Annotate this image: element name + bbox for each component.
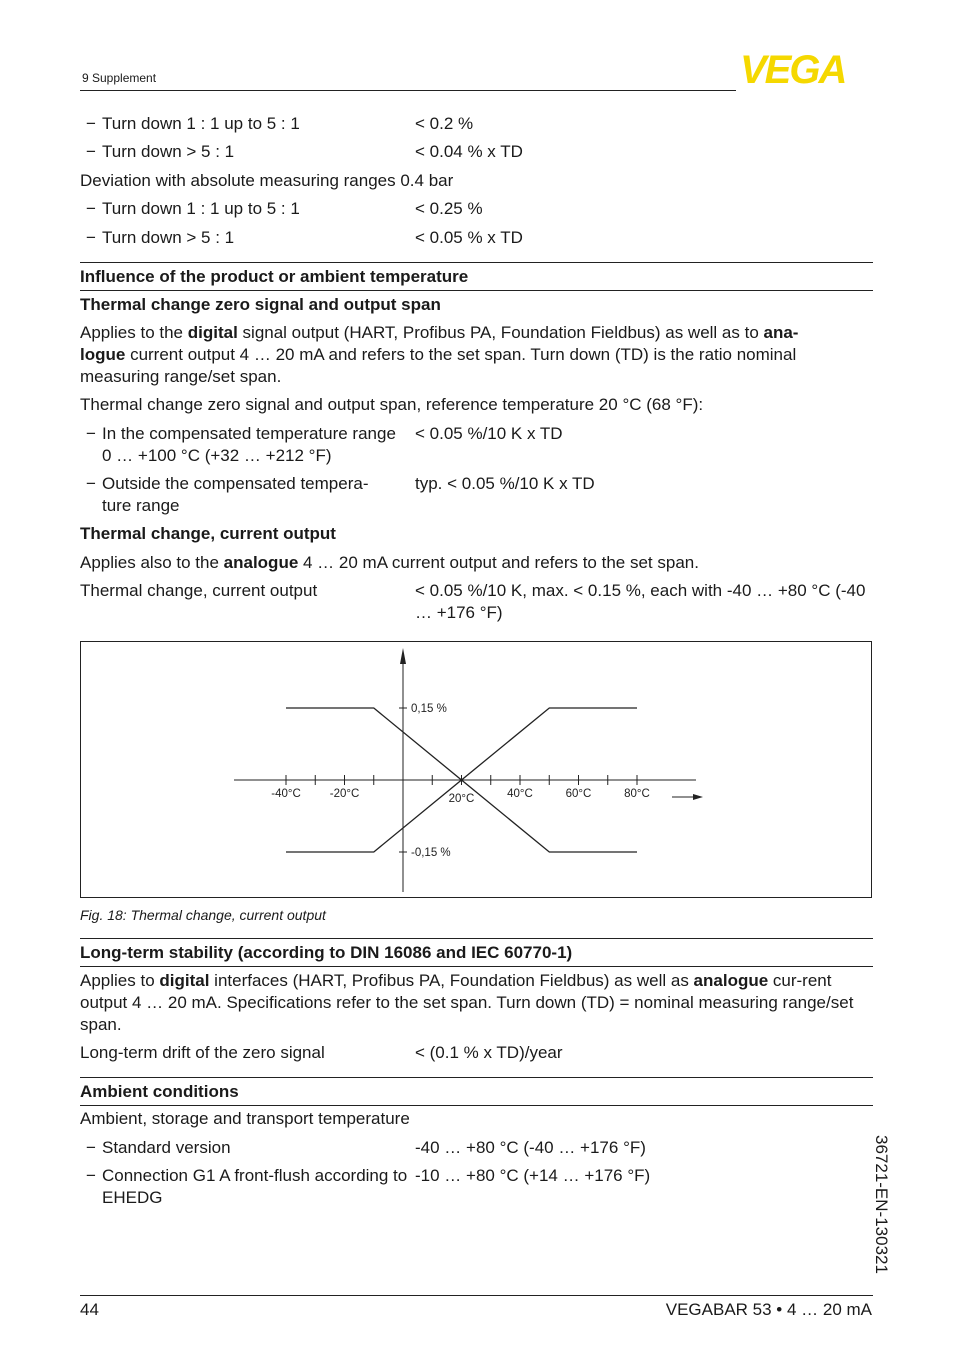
x-tick-label: -20°C	[329, 788, 360, 800]
x-tick-label: 60°C	[565, 788, 592, 800]
spec-value: < 0.05 %/10 K x TD	[415, 424, 563, 443]
spec-value: < 0.25 %	[415, 199, 483, 218]
section-rule	[80, 1105, 873, 1106]
paragraph: Applies also to the analogue 4 … 20 mA current output and refers to the set span.	[80, 553, 699, 572]
spec-label: Standard version	[102, 1138, 231, 1157]
spec-value: < 0.05 %/10 K, max. < 0.15 %, each with -40 … +80 °C (-40 … +176 °F)	[415, 581, 866, 622]
y-axis-arrow	[400, 648, 406, 664]
document-id: 36721-EN-130321	[872, 1135, 891, 1274]
y-tick-label: 0,15 %	[411, 703, 447, 715]
logo-text: VEGA	[740, 52, 846, 86]
x-tick-label: 40°C	[507, 788, 533, 800]
dash-marker: −	[86, 474, 96, 493]
spec-value: -40 … +80 °C (-40 … +176 °F)	[415, 1138, 646, 1157]
thermal-change-chart	[80, 641, 872, 898]
section-rule	[80, 290, 873, 291]
spec-value: typ. < 0.05 %/10 K x TD	[415, 474, 595, 493]
spec-label: Outside the compensated tempera-ture range	[102, 474, 369, 515]
spec-text: Deviation with absolute measuring ranges 0.4 bar	[80, 171, 454, 190]
series-line-0	[286, 708, 637, 780]
spec-value: -10 … +80 °C (+14 … +176 °F)	[415, 1166, 651, 1185]
x-tick-label: 80°C	[624, 788, 650, 800]
sub-heading: Thermal change, current output	[80, 524, 336, 543]
vega-logo	[740, 52, 874, 86]
footer-rule	[80, 1295, 873, 1296]
x-axis-arrow	[693, 794, 703, 800]
figure-caption: Fig. 18: Thermal change, current output	[80, 907, 326, 923]
page-number: 44	[80, 1300, 99, 1319]
spec-label: Thermal change, current output	[80, 581, 318, 600]
spec-label: Turn down > 5 : 1	[102, 228, 235, 247]
spec-label: In the compensated temperature range 0 … +100 °C (+32 … +212 °F)	[102, 424, 396, 465]
section-heading: Long-term stability (according to DIN 16086 and IEC 60770-1)	[80, 943, 573, 962]
spec-label: Turn down 1 : 1 up to 5 : 1	[102, 114, 300, 133]
dash-marker: −	[86, 199, 96, 218]
dash-marker: −	[86, 1138, 96, 1157]
section-heading: Ambient conditions	[80, 1082, 239, 1101]
spec-value: < 0.2 %	[415, 114, 474, 133]
header-rule	[80, 90, 736, 91]
header-section-label: 9 Supplement	[82, 71, 157, 85]
section-rule	[80, 966, 873, 967]
dash-marker: −	[86, 1166, 96, 1185]
dash-marker: −	[86, 114, 96, 133]
chart-svg	[81, 642, 871, 897]
spec-value: < (0.1 % x TD)/year	[415, 1043, 563, 1062]
footer-title: VEGABAR 53 • 4 … 20 mA	[665, 1300, 872, 1319]
spec-label: Turn down 1 : 1 up to 5 : 1	[102, 199, 300, 218]
paragraph: Applies to the digital signal output (HART, Profibus PA, Foundation Fieldbus) as well as to ana- logue current output 4 … 20 mA and refers to the set span. Turn down (TD) is the ratio nominal measuring range/set span.	[80, 323, 799, 386]
spec-value: < 0.05 % x TD	[415, 228, 523, 247]
section-rule	[80, 938, 873, 939]
paragraph: Ambient, storage and transport temperature	[80, 1109, 410, 1128]
spec-label: Long-term drift of the zero signal	[80, 1043, 325, 1062]
paragraph: Thermal change zero signal and output span, reference temperature 20 °C (68 °F):	[80, 395, 704, 414]
dash-marker: −	[86, 228, 96, 247]
section-heading: Influence of the product or ambient temperature	[80, 267, 469, 286]
y-tick-label: -0,15 %	[411, 847, 451, 859]
dash-marker: −	[86, 424, 96, 443]
spec-label: Connection G1 A front-flush according to EHEDG	[102, 1166, 408, 1207]
paragraph: Applies to digital interfaces (HART, Profibus PA, Foundation Fieldbus) as well as analogue cur-rent output 4 … 20 mA. Specifications refer to the set span. Turn down (TD) = nominal measuring range/set span.	[80, 971, 854, 1034]
section-rule	[80, 262, 873, 263]
spec-label: Turn down > 5 : 1	[102, 142, 235, 161]
spec-value: < 0.04 % x TD	[415, 142, 523, 161]
x-tick-label: -40°C	[271, 788, 301, 800]
dash-marker: −	[86, 142, 96, 161]
sub-heading: Thermal change zero signal and output span	[80, 295, 441, 314]
x-tick-label: 20°C	[448, 793, 475, 805]
section-rule	[80, 1077, 873, 1078]
